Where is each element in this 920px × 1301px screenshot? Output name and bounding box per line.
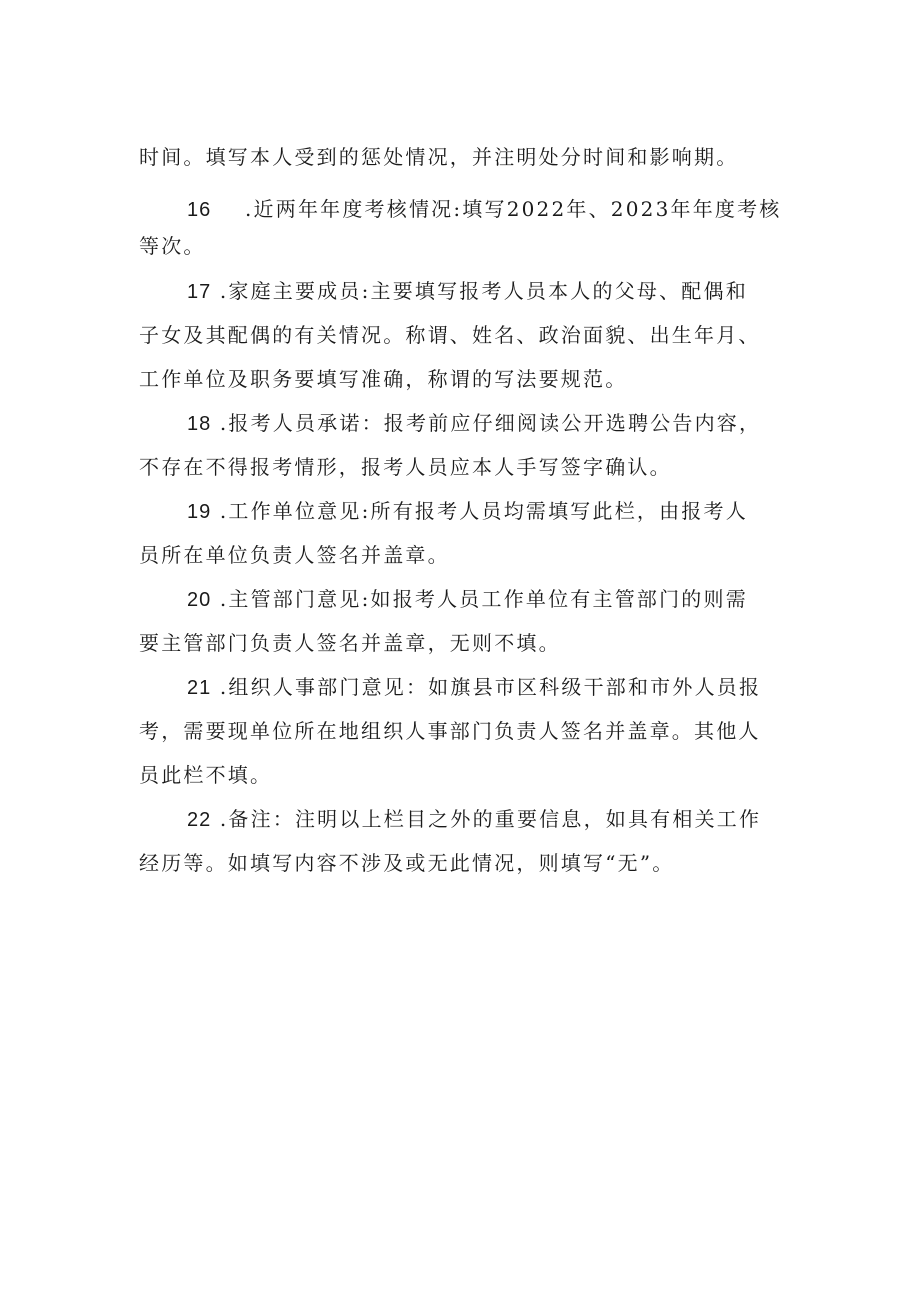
item-text: .近两年年度考核情况:填写2022年、2023年年度考核 xyxy=(245,197,782,221)
item-number: 19 xyxy=(187,501,212,523)
paragraph-line: 时间。填写本人受到的惩处情况，并注明处分时间和影响期。 xyxy=(139,145,739,169)
item-number: 22 xyxy=(187,809,212,831)
paragraph-line: 子女及其配偶的有关情况。称谓、姓名、政治面貌、出生年月、 xyxy=(139,323,761,347)
paragraph-line: 员所在单位负责人签名并盖章。 xyxy=(139,543,450,567)
paragraph-line: 工作单位及职务要填写准确，称谓的写法要规范。 xyxy=(139,367,628,391)
paragraph-21 xyxy=(139,665,784,797)
paragraph-line: 员此栏不填。 xyxy=(139,763,273,787)
paragraph-line: 考，需要现单位所在地组织人事部门负责人签名并盖章。其他人 xyxy=(139,719,761,743)
item-text: .组织人事部门意见：如旗县市区科级干部和市外人员报 xyxy=(219,675,762,699)
paragraph-line: 要主管部门负责人签名并盖章，无则不填。 xyxy=(139,631,561,655)
item-text: .备注：注明以上栏目之外的重要信息，如具有相关工作 xyxy=(219,807,762,831)
document-body xyxy=(139,135,784,885)
item-text: .家庭主要成员:主要填写报考人员本人的父母、配偶和 xyxy=(219,279,748,303)
paragraph-line xyxy=(139,187,784,231)
item-number: 17 xyxy=(187,281,212,303)
item-number: 20 xyxy=(187,589,212,611)
paragraph-line xyxy=(139,797,784,841)
paragraph-22 xyxy=(139,797,784,885)
item-text: .工作单位意见:所有报考人员均需填写此栏，由报考人 xyxy=(219,499,748,523)
item-number: 16 xyxy=(187,199,212,221)
paragraph-line xyxy=(139,489,784,533)
paragraph-19 xyxy=(139,489,784,577)
paragraph-15-continuation xyxy=(139,135,784,179)
paragraph-line: 不存在不得报考情形，报考人员应本人手写签字确认。 xyxy=(139,455,672,479)
paragraph-18 xyxy=(139,401,784,489)
paragraph-line xyxy=(139,401,784,445)
paragraph-line: 等次。 xyxy=(139,234,206,258)
paragraph-20 xyxy=(139,577,784,665)
paragraph-line: 经历等。如填写内容不涉及或无此情况，则填写“无”。 xyxy=(139,851,675,875)
paragraph-line xyxy=(139,577,784,621)
paragraph-line xyxy=(139,665,784,709)
item-number: 21 xyxy=(187,677,212,699)
item-text: .主管部门意见:如报考人员工作单位有主管部门的则需 xyxy=(219,587,748,611)
item-number: 18 xyxy=(187,413,212,435)
paragraph-line xyxy=(139,269,784,313)
paragraph-16 xyxy=(139,187,784,261)
item-text: .报考人员承诺：报考前应仔细阅读公开选聘公告内容， xyxy=(219,411,762,435)
paragraph-17 xyxy=(139,269,784,401)
